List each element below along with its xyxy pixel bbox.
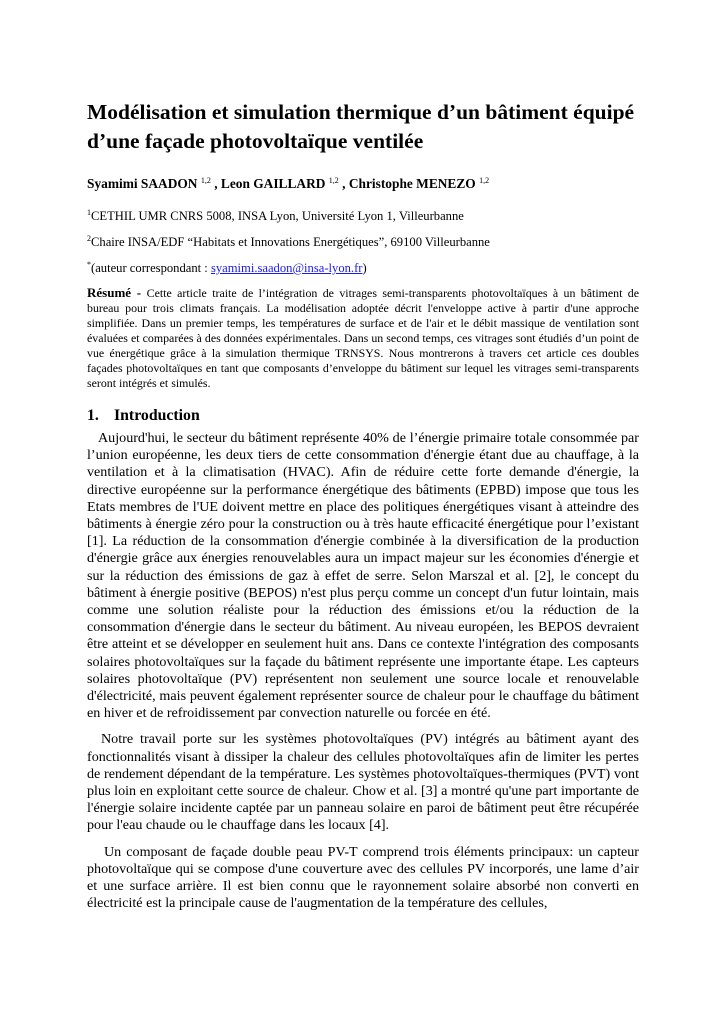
correspondent-mark: * [87,260,91,269]
correspondent-suffix: ) [362,261,367,275]
body-paragraph: Notre travail porte sur les systèmes photovoltaïques (PV) intégrés au bâtiment ayant des fonctionnalités visant à dissiper la chaleur des cellules photovoltaïques afin de limiter les pertes de rendement dépendant de la température. Les systèmes photovoltaïques-thermiques (PVT) vont plus loin en exploitant cette source de chaleur. Chow et al. [3] a montré qu'une part importante de l'énergie solaire incidente captée par un panneau solaire en paroi de bâtiment peut être récupérée pour l'eau chaude ou le chauffage dans les locaux [4]. [87,731,639,834]
abstract-label: Résumé - [87,285,147,300]
author-name: Leon GAILLARD [220,176,326,191]
body-paragraph: Un composant de façade double peau PV-T comprend trois éléments principaux: un capteur photovoltaïque qui se compose d'une couverture avec des cellules PV incorporés, une lame d’air et une surface arrière. Il est bien connu que le rayonnement solaire absorbé non converti en électricité est la principale cause de l'augmentation de la température des cellules, [87,843,639,912]
author-affiliation-mark: 1,2 [328,176,339,185]
section-heading [87,406,639,426]
author-separator: , [338,176,349,191]
affiliation-mark: 2 [87,234,91,243]
section-number: 1. [87,407,99,424]
affiliation-text: Chaire INSA/EDF “Habitats et Innovations Energétiques”, 69100 Villeurbanne [91,235,490,249]
paper-title: Modélisation et simulation thermique d’un bâtiment équipé d’une façade photovoltaïque ventilée [87,100,635,153]
body-paragraph: Aujourd'hui, le secteur du bâtiment représente 40% de l’énergie primaire totale consommée par l’union européenne, les deux tiers de cette consommation d'énergie étant due au chauffage, à la ventilation et à la climatisation (HVAC). Afin de réduire cette forte demande d'énergie, la directive européenne sur la performance énergétique des bâtiments (EPBD) impose que tous les Etats membres de l'UE doivent mettre en place des politiques énergétiques visant à atteindre des bâtiments à énergie zéro pour la construction ou à très haute efficacité énergétique pour l’existant [1]. La réduction de la consommation d'énergie combinée à la diversification de la production d'énergie grâce aux énergies renouvelables aura un impact majeur sur les économies d'énergie et sur la réduction des émissions de gaz à effet de serre. Selon Marszal et al. [2], le concept du bâtiment à énergie positive (BEPOS) n'est plus perçu comme un concept d'un futur lointain, mais comme une solution réaliste pour la réduction des émissions et/ou la réduction de la consommation d'énergie dans le secteur du bâtiment. Au niveau européen, les BEPOS devraient être atteint et se développer en seulement huit ans. Dans ce contexte l'intégration des composants solaires photovoltaïques sur la façade du bâtiment représente une importante étape. Les capteurs solaires photovoltaïque (PV) représentent non seulement une source locale et renouvelable d'électricité, mais peuvent également représenter source de chaleur pour le chauffage du bâtiment en hiver et de refroidissement par convection naturelle ou forcée en été. [87,430,639,722]
affiliation [87,231,639,250]
email-link[interactable]: syamimi.saadon@insa-lyon.fr [210,261,363,275]
section-title: Introduction [114,407,200,424]
affiliation-text: CETHIL UMR CNRS 5008, INSA Lyon, Université Lyon 1, Villeurbanne [91,209,464,223]
correspondent-prefix: (auteur correspondant : [91,261,211,275]
author-separator: , [210,176,221,191]
author-name: Syamimi SAADON [87,176,198,191]
author-list [87,172,639,192]
author-affiliation-mark: 1,2 [479,176,490,185]
affiliation [87,205,639,224]
abstract-text: Cette article traite de l’intégration de vitrages semi-transparents photovoltaïques à un bâtiment de bureau pour trois climats français. La modélisation adoptée décrit l'enveloppe active à partir d'une approche simplifiée. Dans un premier temps, les températures de surface et de l'air et le débit massique de ventilation sont évaluées et comparées à des données expérimentales. Dans un second temps, ces vitrages sont étudiés d’un point de vue énergétique grâce à la simulation thermique TRNSYS. Nous montrerons à travers cet article ces doubles façades photovoltaïques en tant que composants d’enveloppe du bâtiment sur lequel les vitrages semi-transparents seront intégrés et simulés. [87,286,639,390]
author-name: Christophe MENEZO [348,176,476,191]
abstract [87,285,639,391]
correspondent-line [87,257,639,276]
author-affiliation-mark: 1,2 [200,176,211,185]
affiliation-mark: 1 [87,208,91,217]
paper-page [87,98,639,912]
